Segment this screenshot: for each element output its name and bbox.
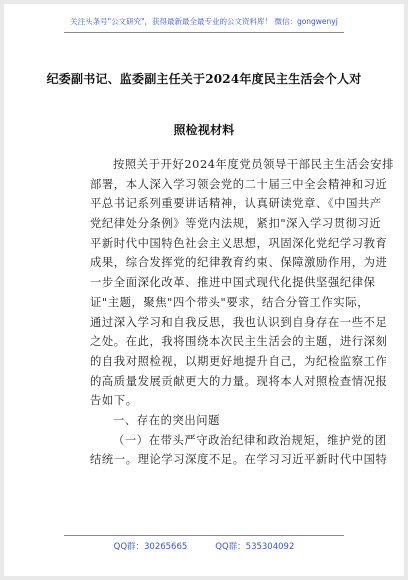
subsection-line: （一）在带头严守政治纪律和政治规矩，维护党的团 [113, 433, 387, 447]
paragraph-line: 通过深入学习和自我反思，我也认识到自身存在一些不足 [90, 315, 388, 329]
subsection-line: 结统一。理论学习深度不足。在学习习近平新时代中国特 [90, 453, 388, 467]
paragraph-line: 的高质量发展贡献更大的力量。现将本人对照检查情况报 [90, 374, 388, 388]
paragraph-line: 证"主题，聚焦"四个带头"要求，结合分管工作实际， [90, 295, 370, 309]
paragraph-line: 平总书记系列重要讲话精神，认真研读党章、《中国共产 [90, 197, 382, 211]
paragraph-line: 的自我对照检视，以期更好地提升自己，为纪检监察工作 [90, 354, 388, 368]
paragraph-line: 一步全面深化改革、推进中国式现代化提供坚强纪律保 [90, 276, 376, 290]
paragraph-line: 部署，本人深入学习领会党的二十届三中全会精神和习近 [90, 177, 388, 191]
footer-divider [64, 535, 344, 536]
page-header: 关注头条号"公文研究"，获得最新最全最专业的公文资料库！ 微信：gongwenyj [70, 17, 338, 26]
footer-qq-group-2: QQ群：535304092 [215, 542, 295, 552]
paragraph-line: 成果，综合发挥党的纪律教育约束、保障激励作用，为进 [90, 256, 388, 270]
paragraph-line: 党纪律处分条例》等党内法规，紧扣"深入学习贯彻习近 [90, 217, 382, 231]
document-page [4, 4, 404, 576]
document-body [90, 155, 394, 470]
footer-qq-group-1: QQ群：30265665 [113, 542, 188, 552]
document-title-line-1: 纪委副书记、监委副主任关于2024年度民主生活会个人对 [46, 72, 362, 86]
paragraph-line: 平新时代中国特色社会主义思想，巩固深化党纪学习教育 [90, 236, 388, 250]
section-heading: 一、存在的突出问题 [113, 413, 221, 427]
header-divider [64, 32, 344, 33]
paragraph-line: 之处。在此，我将围绕本次民主生活会的主题，进行深刻 [90, 335, 388, 349]
paragraph-line: 告如下。 [90, 394, 138, 408]
page-footer [4, 540, 404, 552]
document-title-line-2: 照检视材料 [173, 123, 235, 137]
paragraph-line: 按照关于开好2024年度党员领导干部民主生活会安排 [113, 158, 394, 171]
